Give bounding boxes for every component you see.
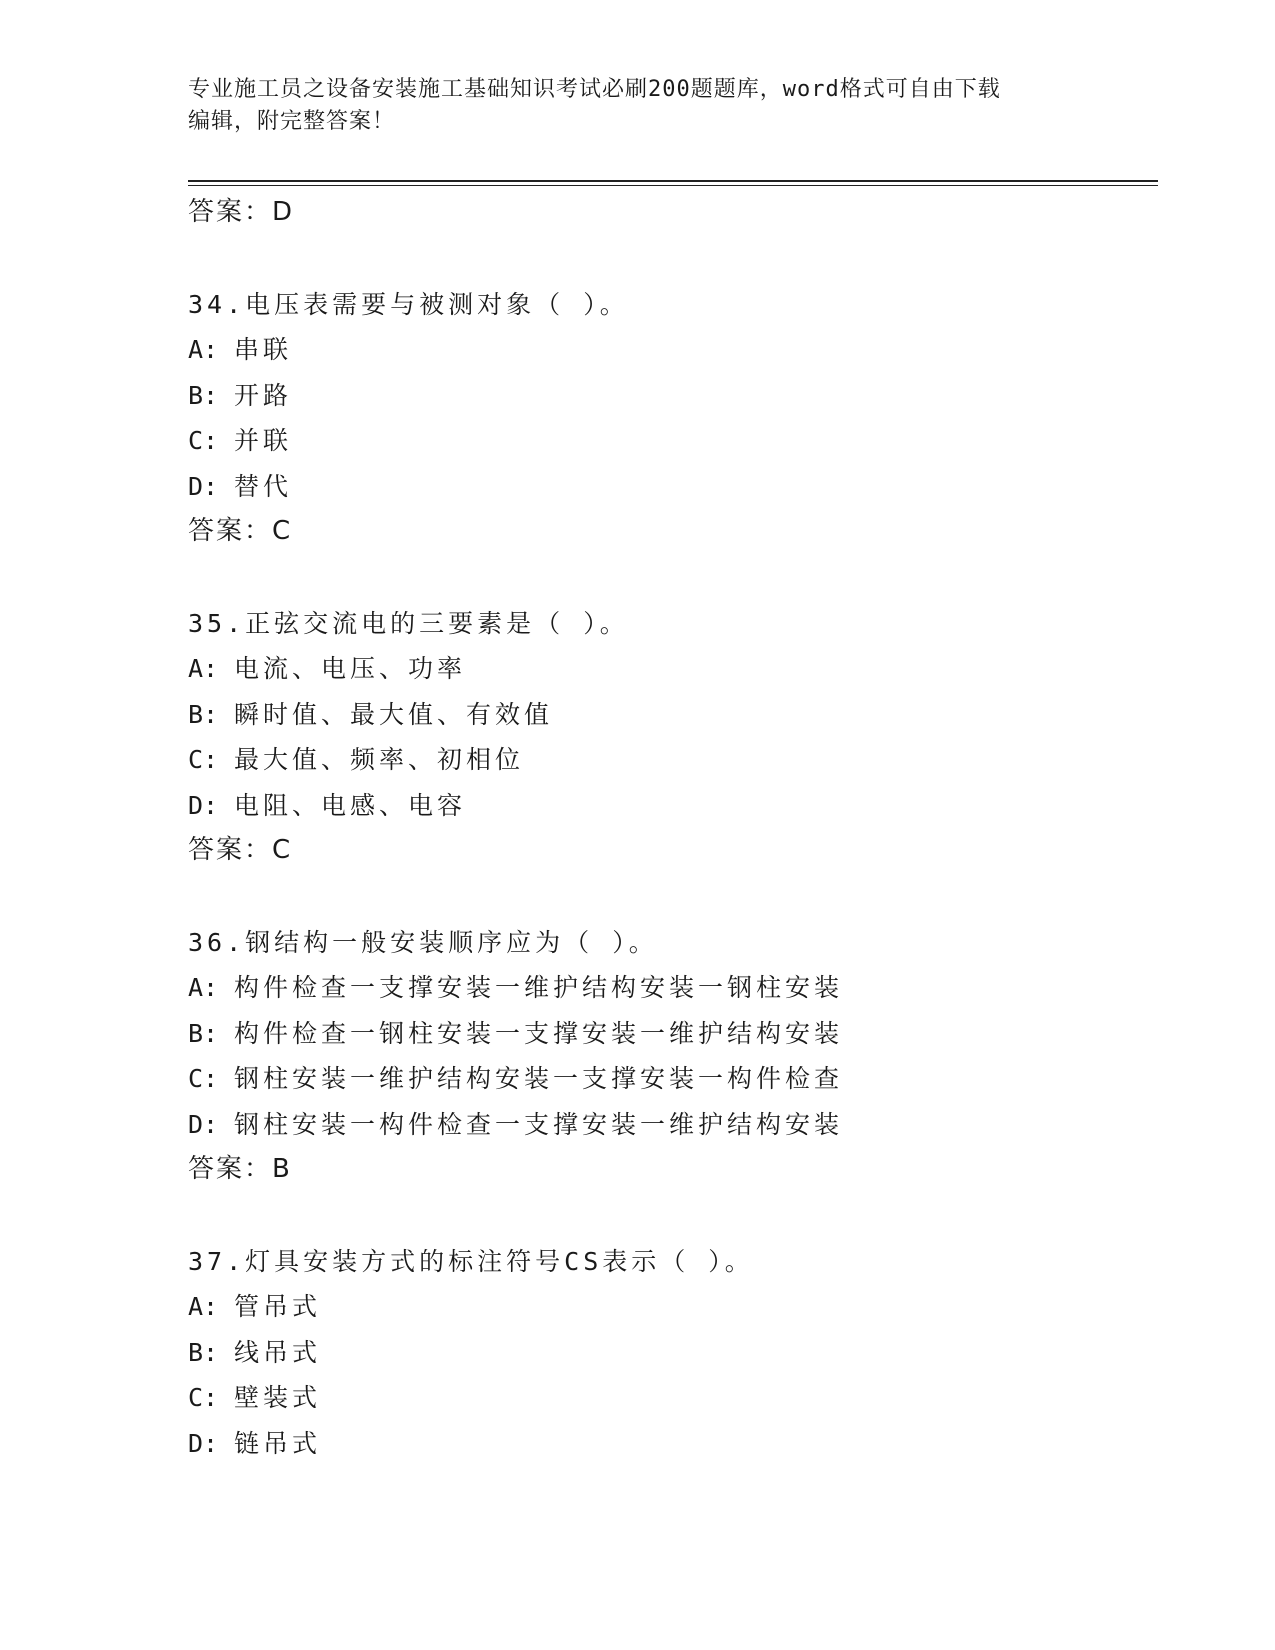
option-line	[188, 1102, 1148, 1148]
option-key: A:	[188, 973, 219, 1002]
option-key: A:	[188, 335, 219, 364]
answer-line: 答案：D	[188, 197, 295, 227]
option-line	[188, 418, 1148, 464]
option-line	[188, 1375, 1148, 1421]
question-stem: 34.电压表需要与被测对象（ ）。	[188, 289, 629, 319]
option-key: D:	[188, 1109, 219, 1139]
question-stem: 37.灯具安装方式的标注符号CS表示（ ）。	[188, 1246, 754, 1276]
answer-line: 答案：C	[188, 835, 293, 865]
option-line	[188, 464, 1148, 510]
option-line	[188, 1421, 1148, 1467]
option-line	[188, 646, 1148, 692]
option-line	[188, 737, 1148, 783]
option-text: 钢柱安装一构件检查一支撑安装一维护结构安装	[234, 1109, 844, 1139]
option-text: 壁装式	[234, 1383, 322, 1412]
option-text: 并联	[234, 426, 293, 455]
option-text: 串联	[234, 335, 293, 364]
option-key: D:	[188, 471, 219, 501]
option-key: A:	[188, 654, 219, 683]
spacer	[188, 555, 1148, 601]
option-line	[188, 1330, 1148, 1376]
option-text: 钢柱安装一维护结构安装一支撑安装一构件检查	[234, 1064, 844, 1093]
option-text: 线吊式	[234, 1337, 322, 1367]
option-text: 电流、电压、功率	[234, 654, 467, 683]
question-block	[188, 282, 1148, 555]
option-line	[188, 692, 1148, 738]
question-list	[188, 190, 1148, 1466]
option-key: D:	[188, 790, 219, 820]
option-text: 最大值、频率、初相位	[234, 745, 525, 774]
spacer	[188, 236, 1148, 282]
question-block	[188, 920, 1148, 1193]
option-line	[188, 327, 1148, 373]
header-rule-thin	[188, 185, 1158, 186]
header-line-1: 专业施工员之设备安装施工基础知识考试必刷200题题库，word格式可自由下载	[188, 77, 1001, 102]
option-line	[188, 1011, 1148, 1057]
option-key: D:	[188, 1428, 219, 1458]
option-text: 构件检查一钢柱安装一支撑安装一维护结构安装	[234, 1018, 844, 1048]
option-text: 开路	[234, 380, 293, 410]
option-text: 瞬时值、最大值、有效值	[234, 699, 554, 729]
option-line	[188, 965, 1148, 1011]
question-block	[188, 601, 1148, 874]
option-key: A:	[188, 1292, 219, 1321]
option-key: C:	[188, 1383, 219, 1412]
option-key: B:	[188, 699, 219, 729]
option-line	[188, 373, 1148, 419]
header-rule-thick	[188, 180, 1158, 182]
answer-line: 答案：C	[188, 516, 293, 546]
question-stem: 35.正弦交流电的三要素是（ ）。	[188, 608, 629, 638]
option-text: 构件检查一支撑安装一维护结构安装一钢柱安装	[234, 973, 844, 1002]
option-text: 管吊式	[234, 1292, 322, 1321]
answer-line: 答案：B	[188, 1154, 292, 1184]
option-text: 电阻、电感、电容	[234, 790, 467, 820]
question-stem: 36.钢结构一般安装顺序应为（ ）。	[188, 927, 658, 957]
spacer	[188, 1193, 1148, 1239]
option-key: B:	[188, 380, 219, 410]
document-header	[188, 74, 1088, 138]
option-key: C:	[188, 1064, 219, 1093]
option-key: B:	[188, 1018, 219, 1048]
option-line	[188, 783, 1148, 829]
option-text: 链吊式	[234, 1428, 322, 1458]
option-text: 替代	[234, 471, 293, 501]
option-key: C:	[188, 745, 219, 774]
spacer	[188, 874, 1148, 920]
option-line	[188, 1056, 1148, 1102]
question-block	[188, 1239, 1148, 1467]
option-key: C:	[188, 426, 219, 455]
option-line	[188, 1284, 1148, 1330]
option-key: B:	[188, 1337, 219, 1367]
header-line-2: 编辑，附完整答案！	[188, 109, 396, 134]
